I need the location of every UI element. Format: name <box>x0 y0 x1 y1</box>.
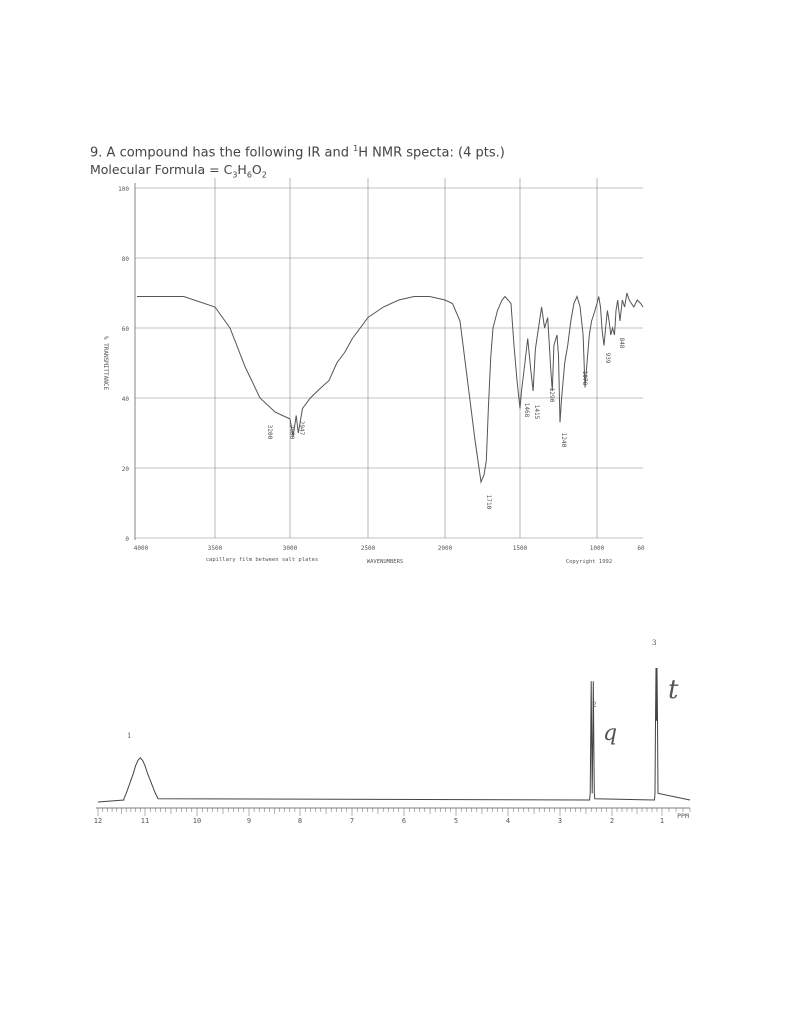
formula-sub-o: 2 <box>261 170 267 180</box>
nmr-x-axis-label: PPM <box>677 812 689 820</box>
nmr-axis <box>96 808 690 816</box>
ir-peak-label: 1415 <box>533 404 540 420</box>
formula-sub-c: 3 <box>232 170 238 180</box>
ir-grid <box>135 178 643 540</box>
ir-x-axis-label: WAVENUMBERS <box>366 559 404 565</box>
nmr-x-tick-label: 4 <box>505 817 511 825</box>
formula-o: O <box>251 162 262 177</box>
ir-x-tick-label: 60 <box>637 545 645 552</box>
ir-y-tick-label: 20 <box>121 466 129 473</box>
question-body-2: H NMR specta: (4 pts.) <box>358 145 505 161</box>
ir-x-tick-label: 3500 <box>207 545 223 552</box>
nmr-x-tick-label: 2 <box>609 817 615 825</box>
ir-peak-label: 939 <box>604 352 611 364</box>
nmr-multiplicity-label: t <box>668 675 679 705</box>
ir-peak-label: 2980 <box>288 424 295 440</box>
question-body: A compound has the following IR and <box>106 145 350 161</box>
nmr-multiplicity-label: q <box>603 721 618 746</box>
ir-peak-label: 1240 <box>560 432 567 448</box>
ir-copyright: Copyright 1992 <box>565 559 613 565</box>
ir-peak-label: 3200 <box>266 424 273 440</box>
ir-x-tick-label: 4000 <box>133 545 149 552</box>
ir-y-tick-label: 100 <box>118 186 129 193</box>
nmr-x-tick-label: 3 <box>557 817 563 825</box>
nmr-x-tick-label: 9 <box>246 817 252 825</box>
ir-x-tick-label: 2500 <box>360 545 376 552</box>
ir-x-tick-label: 3000 <box>282 545 298 552</box>
ir-sample-note: capillary film between salt plates <box>205 557 319 563</box>
formula-label: Molecular Formula = C <box>90 162 233 177</box>
nmr-x-tick-label: 5 <box>453 817 459 825</box>
nmr-x-tick-label: 1 <box>659 817 665 825</box>
ir-peak-label: 2947 <box>298 420 305 436</box>
ir-peak-label: 1078 <box>581 370 588 386</box>
question-number: 9. <box>90 145 103 161</box>
nmr-x-tick-label: 11 <box>140 817 150 825</box>
ir-y-tick-label: 0 <box>125 536 129 543</box>
nmr-integration-label: 2 <box>592 701 597 709</box>
ir-x-tick-label: 1500 <box>512 545 528 552</box>
formula-h: H <box>237 162 247 177</box>
ir-peak-label: 1710 <box>485 494 492 510</box>
ir-y-tick-label: 60 <box>121 326 129 333</box>
nmr-integration-label: 3 <box>652 639 657 647</box>
ir-y-axis-label: % TRANSMITTANCE <box>102 335 109 391</box>
ir-peak-label: 1290 <box>548 387 555 403</box>
nmr-integration-label: 1 <box>127 732 132 740</box>
ir-trace <box>137 293 643 482</box>
ir-y-tick-label: 80 <box>121 256 129 263</box>
ir-peak-labels <box>266 338 625 510</box>
ir-x-tick-label: 2000 <box>437 545 453 552</box>
nmr-annotations <box>127 639 679 746</box>
question-sup: 1 <box>353 144 359 153</box>
formula-sub-h: 6 <box>246 170 252 180</box>
ir-y-tick-label: 40 <box>121 396 129 403</box>
nmr-x-tick-label: 6 <box>401 817 407 825</box>
ir-peak-label: 1468 <box>523 402 530 418</box>
nmr-x-tick-label: 7 <box>349 817 355 825</box>
ir-peak-label: 848 <box>618 337 625 349</box>
nmr-x-tick-label: 12 <box>93 817 103 825</box>
nmr-x-tick-label: 8 <box>297 817 303 825</box>
ir-x-tick-label: 1000 <box>589 545 605 552</box>
nmr-x-tick-label: 10 <box>192 817 202 825</box>
nmr-tick-labels <box>94 812 689 825</box>
nmr-trace <box>98 668 690 802</box>
